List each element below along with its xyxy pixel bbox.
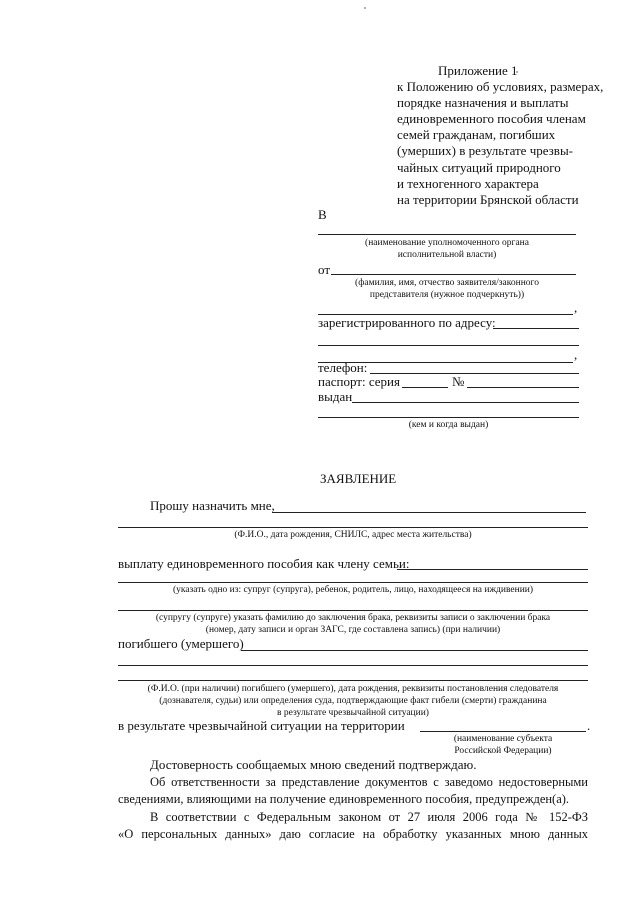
consent-line-2: «О персональных данных» даю согласие на обработку указанных мною данных — [118, 827, 588, 841]
request-field-2[interactable] — [118, 527, 588, 528]
from-caption: (фамилия, имя, отчество заявителя/законного представителя (нужное подчеркнуть)) — [355, 278, 539, 300]
phone-field[interactable] — [370, 373, 579, 374]
deceased-label: погибшего (умершего) — [118, 636, 244, 651]
comma: , — [574, 347, 578, 362]
address-field-2[interactable] — [318, 345, 579, 346]
territory-caption: (наименование субъекта Российской Федерации) — [453, 734, 553, 756]
spouse-field[interactable] — [118, 610, 588, 611]
appendix-line: порядке назначения и выплаты — [397, 95, 569, 111]
request-caption: (Ф.И.О., дата рождения, СНИЛС, адрес места жительства) — [234, 530, 472, 540]
scan-speck — [364, 7, 366, 9]
deceased-field-3[interactable] — [118, 680, 588, 681]
phone-label: телефон: — [318, 360, 368, 375]
appendix-line: и техногенного характера — [397, 175, 539, 191]
appendix-line: семей гражданам, погибших — [397, 127, 556, 143]
request-label: Прошу назначить мне, — [150, 498, 275, 513]
appendix-line: (умерших) в результате чрезвы- — [397, 143, 574, 159]
deceased-field-2[interactable] — [118, 665, 588, 666]
relation-caption: (указать одно из: супруг (супруга), ребенок, родитель, лицо, находящееся на иждивении) — [172, 585, 534, 595]
passport-number-field[interactable] — [467, 387, 579, 388]
confirm-text: Достоверность сообщаемых мною сведений подтверждаю. — [150, 757, 477, 772]
deceased-field[interactable] — [241, 650, 588, 651]
passport-label: паспорт: серия — [318, 374, 400, 389]
period: . — [587, 718, 591, 733]
territory-field[interactable] — [420, 731, 586, 732]
comma: , — [574, 300, 578, 315]
spouse-caption: (супругу (супруге) указать фамилию до заключения брака, реквизиты записи о заключении брака (номер, дату записи и орган ЗАГС, где составлена запись) (при наличии) — [155, 613, 551, 635]
issued-field-2[interactable] — [318, 417, 579, 418]
deceased-caption: (Ф.И.О. (при наличии) погибшего (умершего), дата рождения, реквизиты постановления следователя (дознавателя, судьи) или определения суда, подтверждающие факт гибели (смерти) гражданина в результате чрезвычайной ситуации) — [147, 684, 559, 718]
appendix-line: чайных ситуаций природного — [397, 159, 561, 175]
appendix-line: на территории Брянской области — [397, 191, 579, 207]
issued-field[interactable] — [352, 402, 579, 403]
address-field-1[interactable] — [493, 328, 579, 329]
territory-label: в результате чрезвычайной ситуации на территории — [118, 718, 405, 733]
relation-field[interactable] — [397, 569, 588, 570]
appendix-line: единовременного пособия членам — [397, 111, 586, 127]
issued-label: выдан — [318, 389, 353, 404]
consent-line-1: В соответствии с Федеральным законом от 27 июля 2006 года № 152-ФЗ — [150, 810, 588, 824]
relation-field-2[interactable] — [118, 582, 588, 583]
from-field[interactable] — [331, 274, 576, 275]
from-label: от — [318, 262, 331, 277]
to-label: В — [318, 207, 327, 222]
to-caption: (наименование уполномоченного органа исполнительной власти) — [365, 238, 529, 260]
payment-label: выплату единовременного пособия как члену семьи: — [118, 556, 410, 571]
liability-line-2: сведениями, влияющими на получение единовременного пособия, предупрежден(а). — [118, 792, 570, 806]
liability-line-1: Об ответственности за представление документов с заведомо недостоверными — [150, 775, 588, 789]
passport-number-sign: № — [452, 374, 465, 389]
appendix-line: к Положению об условиях, размерах, — [397, 79, 604, 94]
passport-series-field[interactable] — [402, 387, 448, 388]
form-title: ЗАЯВЛЕНИЕ — [320, 471, 397, 486]
issued-caption: (кем и когда выдан) — [408, 420, 489, 430]
registered-label: зарегистрированного по адресу: — [318, 315, 496, 330]
appendix-title: Приложение 1 — [438, 63, 518, 78]
request-field[interactable] — [272, 512, 586, 513]
to-field[interactable] — [318, 234, 576, 235]
